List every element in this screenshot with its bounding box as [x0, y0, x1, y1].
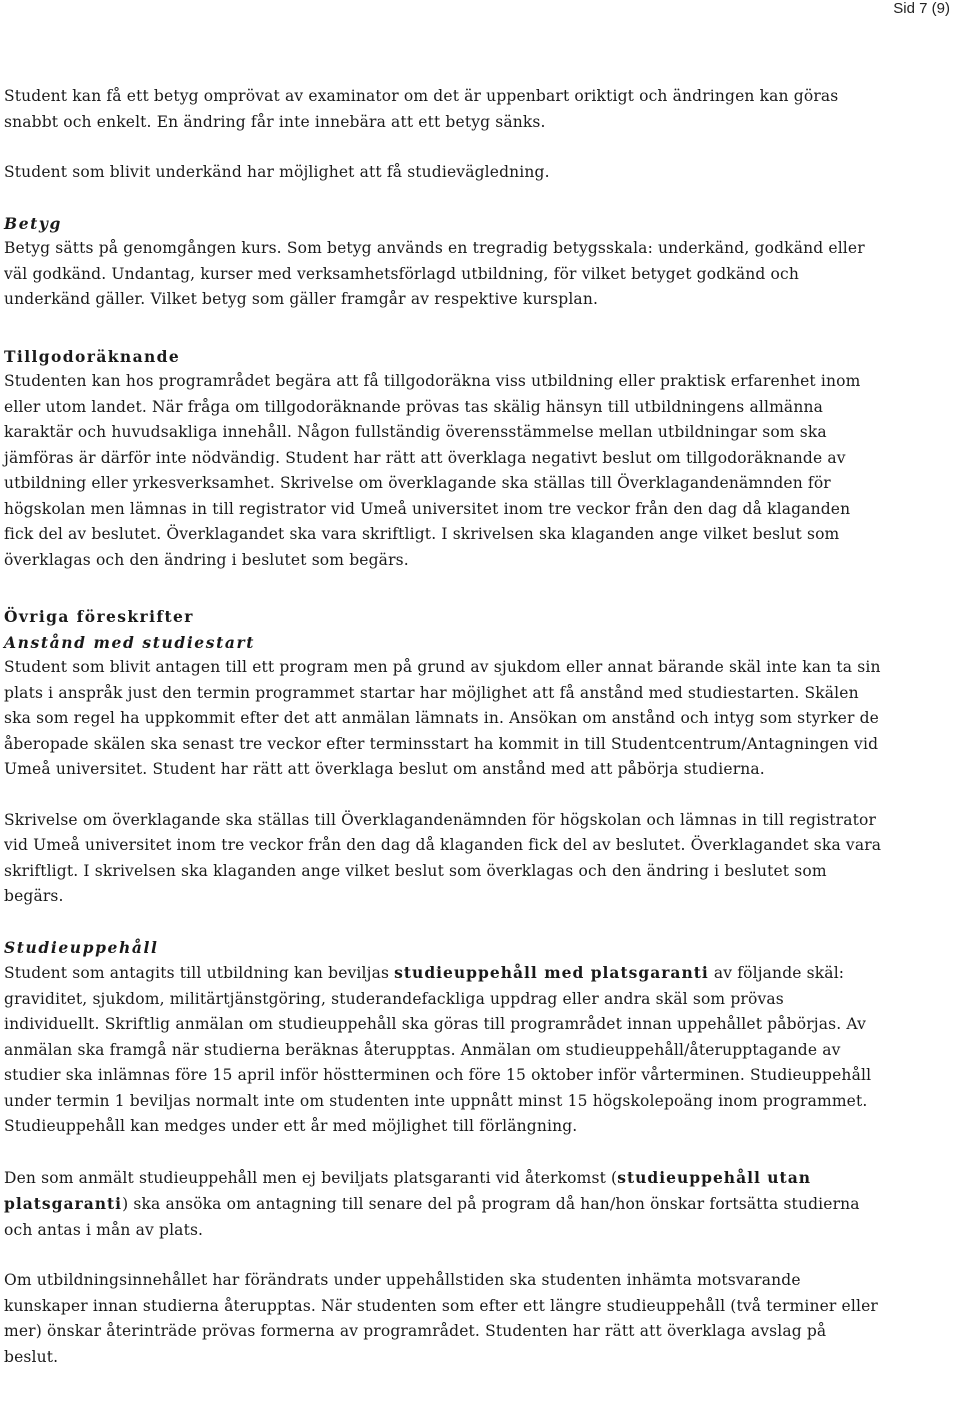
studieuppehall-paragraph-3: Om utbildningsinnehållet har förändrats under uppehållstiden ska studenten inhämta motsvarande kunskaper innan studierna återupptas. När studenten som efter ett längre studieuppehåll (två terminer eller mer) önskar återinträde prövas formerna av programrådet. Studenten har rätt att överklaga avslag på beslut. [4, 1271, 878, 1366]
studieuppehall-p1-bold: studieuppehåll med platsgaranti [394, 963, 709, 982]
studieuppehall-paragraph-1 [4, 960, 884, 1140]
studieuppehall-p2-bold: studieuppehåll utan platsgaranti [4, 1167, 812, 1213]
section-heading-ovriga-foreskrifter: Övriga föreskrifter [4, 607, 194, 626]
section-heading-studieuppehall: Studieuppehåll [4, 937, 159, 957]
page-number: Sid 7 (9) [893, 0, 950, 17]
document-body [4, 84, 884, 1370]
studieuppehall-p1-text-b: av följande skäl: graviditet, sjukdom, militärtjänstgöring, studerandefackliga uppdrag eller andra skäl som prövas individuellt. Skriftlig anmälan om studieuppehåll ska göras till programrådet innan uppehållet påbörjas. Av anmälan ska framgå när studierna beräknas återupptas. Anmälan om studieuppehåll/återupptagande av studier ska inlämnas före 15 april inför höstterminen och före 15 oktober inför vårterminen. Studieuppehåll under termin 1 beviljas normalt inte om studenten inte uppnått minst 15 högskolepoäng inom programmet. Studieuppehåll kan medges under ett år med möjlighet till förlängning. [4, 964, 872, 1135]
anstand-paragraph-1: Student som blivit antagen till ett program men på grund av sjukdom eller annat bärande skäl inte kan ta sin plats i anspråk just den termin programmet startar har möjlighet att få anstånd med studiestarten. Skälen ska som regel ha uppkommit efter det att anmälan lämnats in. Ansökan om anstånd och intyg som styrker de åberopade skälen ska senast tre veckor efter terminsstart ha kommit in till Studentcentrum/Antagningen vid Umeå universitet. Student har rätt att överklaga beslut om anstånd med att påbörja studierna. [4, 658, 881, 778]
studieuppehall-p2-text-b: ) ska ansöka om antagning till senare del på program då han/hon önskar fortsätta studierna och antas i mån av plats. [4, 1195, 860, 1239]
section-heading-betyg: Betyg [4, 213, 62, 233]
betyg-paragraph: Betyg sätts på genomgången kurs. Som betyg används en tregradig betygsskala: underkänd, godkänd eller väl godkänd. Undantag, kurser med verksamhetsförlagd utbildning, för vilket betyget godkänd och underkänd gäller. Vilket betyg som gäller framgår av respektive kursplan. [4, 239, 865, 308]
anstand-paragraph-2: Skrivelse om överklagande ska ställas till Överklagandenämnden för högskolan och lämnas in till registrator vid Umeå universitet inom tre veckor från den dag då klaganden fick del av beslutet. Överklagandet ska vara skriftligt. I skrivelsen ska klaganden ange vilket beslut som överklagas och den ändring i beslutet som begärs. [4, 810, 882, 905]
section-heading-tillgodoraknande: Tillgodoräknande [4, 346, 181, 366]
studieuppehall-paragraph-2 [4, 1165, 884, 1244]
tillgodoraknande-paragraph: Studenten kan hos programrådet begära att få tillgodoräkna viss utbildning eller praktisk erfarenhet inom eller utom landet. När fråga om tillgodoräknande prövas tas skälig hänsyn till utbildningens allmänna karaktär och huvudsakliga innehåll. Någon fullständig överensstämmelse mellan utbildningar som ska jämföras är därför inte nödvändig. Student har rätt att överklaga negativt beslut om tillgodoräknande av utbildning eller yrkesverksamhet. Skrivelse om överklagande ska ställas till Överklagandenämnden för högskolan men lämnas in till registrator vid Umeå universitet inom tre veckor från den dag då klaganden fick del av beslutet. Överklagandet ska vara skriftligt. I skrivelsen ska klaganden ange vilket beslut som överklagas och den ändring i beslutet som begärs. [4, 372, 861, 569]
studieuppehall-p2-text-a: Den som anmält studieuppehåll men ej beviljats platsgaranti vid återkomst ( [4, 1168, 618, 1187]
studieuppehall-p1-text-a: Student som antagits till utbildning kan beviljas [4, 964, 395, 982]
subheading-anstand-med-studiestart: Anstånd med studiestart [4, 632, 256, 652]
intro-paragraph-2: Student som blivit underkänd har möjlighet att få studievägledning. [4, 163, 550, 181]
intro-paragraph-1: Student kan få ett betyg omprövat av examinator om det är uppenbart oriktigt och ändringen kan göras snabbt och enkelt. En ändring får inte innebära att ett betyg sänks. [4, 87, 839, 131]
